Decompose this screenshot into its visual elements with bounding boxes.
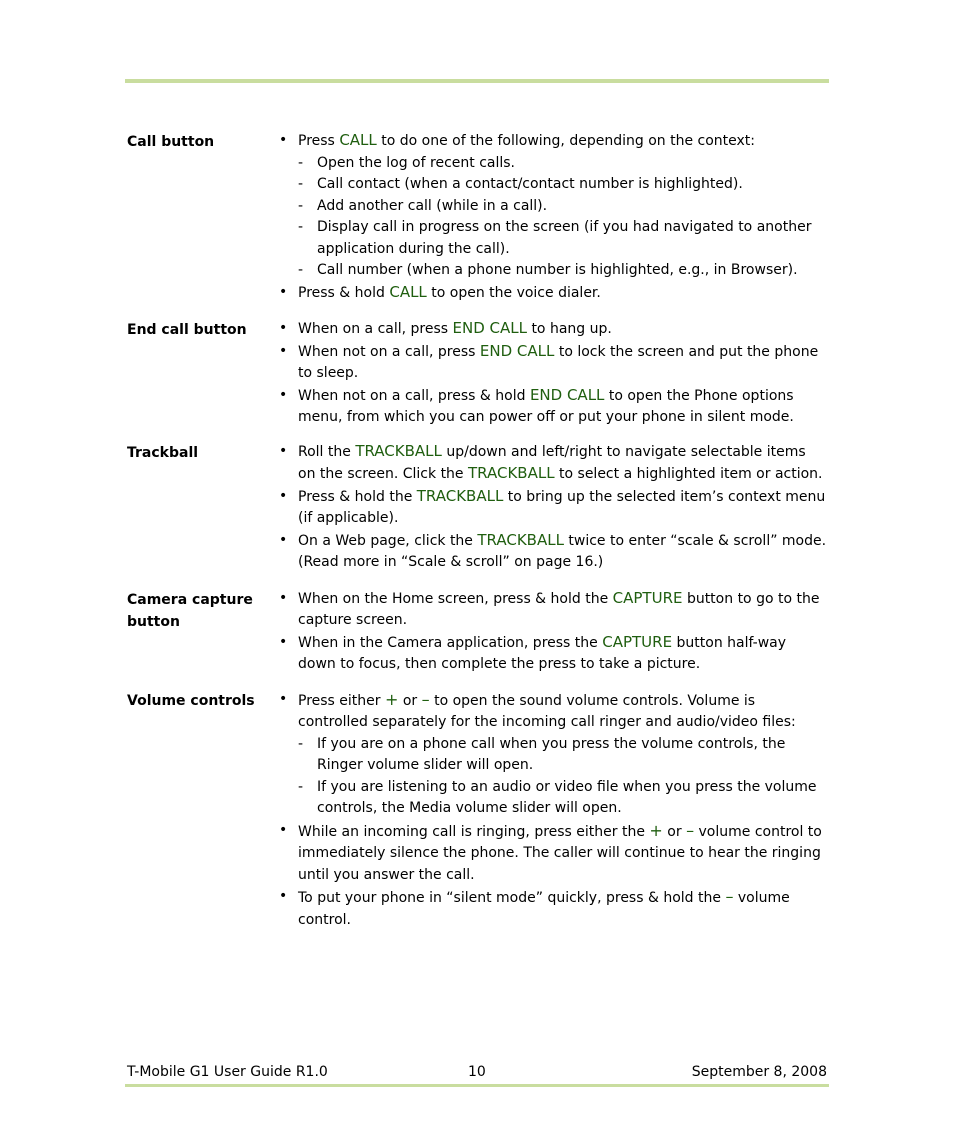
text: Press either <box>298 692 381 709</box>
bullet-item <box>277 886 827 931</box>
bullet-list <box>277 318 827 429</box>
text: to open the sound volume controls. Volume is controlled separately for the incoming call ringer and audio/video files: <box>298 692 796 730</box>
section-label: Call button <box>127 134 215 150</box>
bullet-item <box>277 441 827 486</box>
keyword-end-call: END CALL <box>529 385 605 404</box>
bullet-item <box>277 632 827 676</box>
footer-date: September 8, 2008 <box>691 1064 827 1080</box>
keyword-trackball: TRACKBALL <box>477 530 564 549</box>
sub-item: - If you are on a phone call when you press the volume controls, the Ringer volume slider will open. <box>298 734 827 777</box>
page-content <box>127 130 827 931</box>
text: to bring up the selected item’s context menu (if applicable). <box>298 488 826 526</box>
header-rule <box>125 79 829 83</box>
text: twice to enter “scale & scroll” mode. (Read more in “Scale & scroll” on page 16.) <box>298 532 827 570</box>
keyword-call: CALL <box>339 131 377 149</box>
text: When not on a call, press <box>298 343 476 360</box>
section-body <box>277 689 827 932</box>
bullet-item <box>277 341 827 385</box>
bullet-item <box>277 282 827 305</box>
text: to do one of the following, depending on the context: <box>381 133 755 149</box>
sub-item: - Add another call (while in a call). <box>298 196 827 218</box>
section-body <box>277 318 827 429</box>
text: volume control to immediately silence the phone. The caller will continue to hear the ringing until you answer the call. <box>298 823 822 883</box>
section-label: Camera capture button <box>127 591 253 630</box>
text: On a Web page, click the <box>298 532 473 549</box>
bullet-item <box>277 486 827 530</box>
text: When on a call, press <box>298 321 449 337</box>
bullet-item <box>277 588 827 632</box>
sub-list <box>298 153 827 282</box>
sub-list <box>298 734 827 820</box>
text: When in the Camera application, press the <box>298 634 598 651</box>
text: Press & hold the <box>298 488 413 505</box>
text: Roll the <box>298 443 351 460</box>
section-label: Volume controls <box>127 692 255 709</box>
bullet-list <box>277 130 827 304</box>
bullet-item <box>277 385 827 429</box>
plus-symbol: + <box>384 689 399 709</box>
text: up/down and left/right to navigate selectable items on the screen. Click the <box>298 443 806 482</box>
section-body <box>277 588 827 676</box>
bullet-list <box>277 441 827 574</box>
section-call-button <box>127 130 827 304</box>
keyword-end-call: END CALL <box>479 341 555 360</box>
keyword-capture: CAPTURE <box>602 632 673 651</box>
section-camera-capture-button <box>127 588 827 676</box>
footer-doc-title: T-Mobile G1 User Guide R1.0 <box>127 1064 328 1080</box>
text: When on the Home screen, press & hold the <box>298 590 609 607</box>
bullet-item <box>277 820 827 887</box>
minus-symbol: – <box>421 689 430 709</box>
keyword-trackball: TRACKBALL <box>468 464 555 482</box>
keyword-trackball: TRACKBALL <box>355 441 442 460</box>
text: Press <box>298 133 335 149</box>
text: to lock the screen and put the phone to sleep. <box>298 343 819 381</box>
sub-item: - Call contact (when a contact/contact number is highlighted). <box>298 174 827 196</box>
sub-item: - If you are listening to an audio or video file when you press the volume controls, the Media volume slider will open. <box>298 777 827 820</box>
keyword-capture: CAPTURE <box>612 588 683 607</box>
text: to hang up. <box>531 321 612 337</box>
text: While an incoming call is ringing, press either the <box>298 823 645 840</box>
minus-symbol: – <box>686 820 695 840</box>
section-end-call-button <box>127 318 827 429</box>
text: When not on a call, press & hold <box>298 387 526 404</box>
text: button to go to the capture screen. <box>298 590 820 628</box>
text: volume control. <box>298 890 790 928</box>
plus-symbol: + <box>649 820 663 840</box>
section-body <box>277 441 827 574</box>
text: or <box>667 823 682 840</box>
bullet-item <box>277 689 827 820</box>
section-volume-controls <box>127 689 827 932</box>
text: Press & hold <box>298 284 385 301</box>
text: To put your phone in “silent mode” quickly, press & hold the <box>298 890 721 906</box>
sub-item: - Call number (when a phone number is highlighted, e.g., in Browser). <box>298 260 827 282</box>
keyword-end-call: END CALL <box>452 319 527 337</box>
text: to open the Phone options menu, from which you can power off or put your phone in silent mode. <box>298 387 794 425</box>
text: or <box>402 692 418 709</box>
section-label: End call button <box>127 322 247 338</box>
text: to select a highlighted item or action. <box>559 466 823 482</box>
section-body <box>277 130 827 304</box>
bullet-list <box>277 588 827 676</box>
section-label: Trackball <box>127 444 199 461</box>
bullet-item <box>277 318 827 341</box>
keyword-call: CALL <box>389 282 427 301</box>
text: to open the voice dialer. <box>431 284 601 301</box>
sub-item: - Open the log of recent calls. <box>298 153 827 175</box>
sub-item: - Display call in progress on the screen (if you had navigated to another application during the call). <box>298 217 827 260</box>
bullet-item <box>277 130 827 282</box>
footer-page-number: 10 <box>468 1064 486 1080</box>
bullet-list <box>277 689 827 932</box>
section-trackball <box>127 441 827 574</box>
minus-symbol: – <box>725 887 734 906</box>
bullet-item <box>277 530 827 574</box>
text: button half-way down to focus, then complete the press to take a picture. <box>298 634 787 672</box>
keyword-trackball: TRACKBALL <box>416 486 504 505</box>
footer-rule <box>125 1084 829 1087</box>
